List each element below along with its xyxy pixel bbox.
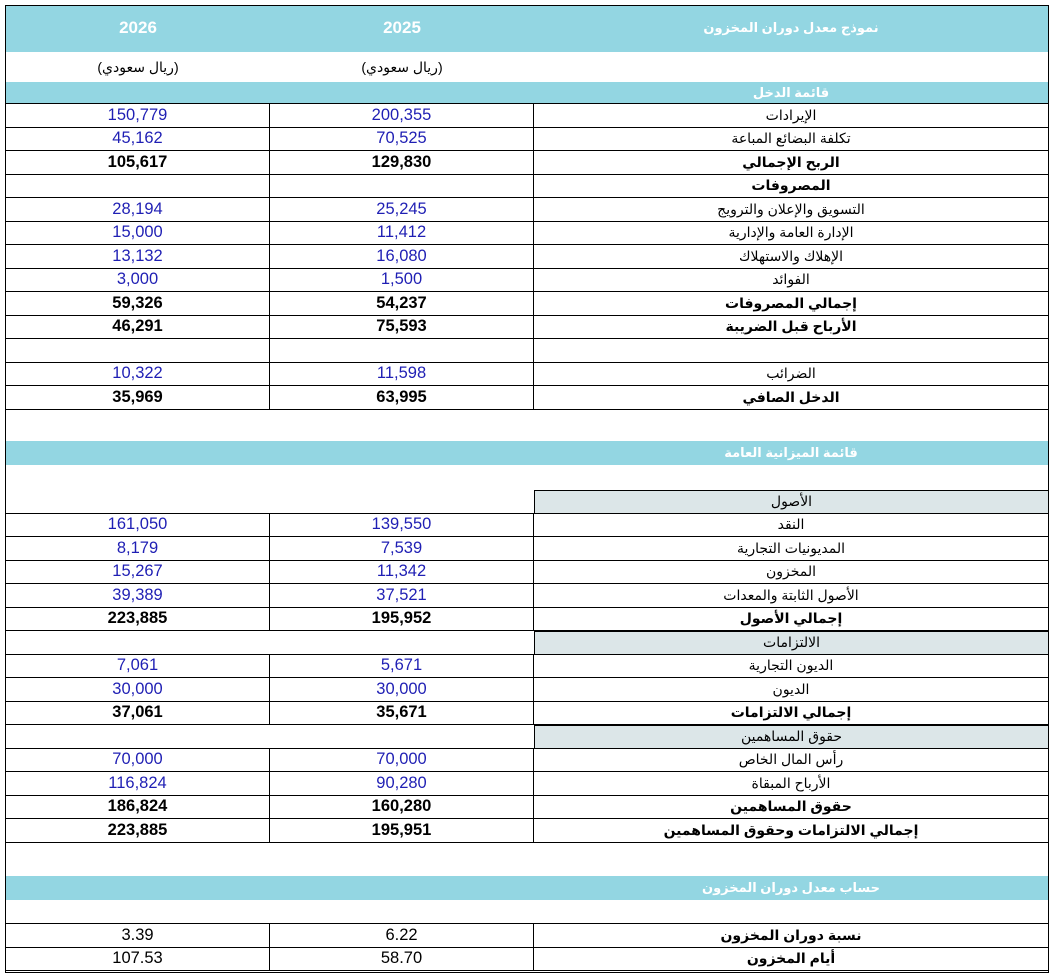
balance-sheet-band [6,441,1048,465]
balance-row [6,561,1048,585]
value-2025-cell[interactable]: 70,000 [270,749,534,773]
year-2026-header[interactable]: 2026 [119,18,157,37]
value-2026-cell[interactable]: 30,000 [6,678,270,702]
value-2025-cell[interactable] [270,175,534,199]
row-label-cell[interactable]: المخزون [534,561,1048,585]
income-row [6,198,1048,222]
value-2025-cell[interactable]: 195,951 [270,819,534,843]
value-2025-cell[interactable]: 70,525 [270,128,534,152]
balance-row [6,819,1048,843]
income-row [6,128,1048,152]
row-label-cell[interactable]: التسويق والإعلان والترويج [534,198,1048,222]
income-row [6,386,1048,410]
balance-row [6,702,1048,726]
income-statement-band [6,82,1048,104]
value-2026-cell[interactable]: 105,617 [6,151,270,175]
value-2025-cell[interactable]: 200,355 [270,104,534,128]
value-2026-cell[interactable]: 7,061 [6,655,270,679]
section-header-row [6,490,1048,514]
turnover-row [6,924,1048,948]
row-divider [6,923,1048,924]
currency-2025[interactable]: (ريال سعودي) [361,58,443,75]
section-header-label[interactable]: الالتزامات [534,631,1048,655]
income-row [6,104,1048,128]
value-2025-cell[interactable]: 11,342 [270,561,534,585]
balance-row [6,608,1048,632]
value-2025-cell[interactable]: 16,080 [270,245,534,269]
row-label-cell[interactable]: الدخل الصافي [534,386,1048,410]
turnover-band [6,876,1048,900]
row-label-cell[interactable]: الفوائد [534,269,1048,293]
income-row [6,151,1048,175]
balance-row [6,678,1048,702]
balance-row [6,796,1048,820]
row-label-cell[interactable]: الإيرادات [534,104,1048,128]
currency-2026[interactable]: (ريال سعودي) [97,58,179,75]
balance-row [6,514,1048,538]
value-2026-cell[interactable]: 59,326 [6,292,270,316]
value-2026-cell[interactable]: 46,291 [6,316,270,340]
row-label-cell[interactable]: الربح الإجمالي [534,151,1048,175]
value-2026-cell[interactable]: 15,267 [6,561,270,585]
row-label-cell[interactable]: الأرباح قبل الضريبة [534,316,1048,340]
value-2025-cell[interactable]: 5,671 [270,655,534,679]
turnover-row [6,948,1048,972]
balance-row [6,772,1048,796]
value-2025-cell[interactable]: 7,539 [270,537,534,561]
section-header-row [6,725,1048,749]
value-2025-cell[interactable]: 63,995 [270,386,534,410]
balance-sheet-title[interactable]: قائمة الميزانية العامة [724,445,858,460]
value-2026-cell[interactable]: 13,132 [6,245,270,269]
row-label-cell[interactable]: الديون التجارية [534,655,1048,679]
value-2026-cell[interactable]: 223,885 [6,608,270,632]
row-label-cell[interactable]: الأرباح المبقاة [534,772,1048,796]
value-2026-cell[interactable]: 8,179 [6,537,270,561]
income-row [6,316,1048,340]
balance-row [6,655,1048,679]
value-2026-cell[interactable]: 116,824 [6,772,270,796]
value-2025-cell[interactable]: 58.70 [270,948,534,972]
balance-row [6,584,1048,608]
value-2026-cell[interactable]: 223,885 [6,819,270,843]
row-label-cell[interactable]: إجمالي المصروفات [534,292,1048,316]
value-2026-cell[interactable]: 10,322 [6,363,270,387]
row-label-cell[interactable] [534,339,1048,363]
value-2025-cell[interactable]: 11,598 [270,363,534,387]
value-2025-cell[interactable]: 35,671 [270,702,534,726]
income-row [6,363,1048,387]
value-2026-cell[interactable]: 35,969 [6,386,270,410]
row-label-cell[interactable]: المديونيات التجارية [534,537,1048,561]
value-2025-cell[interactable]: 139,550 [270,514,534,538]
value-2025-cell[interactable]: 6.22 [270,924,534,948]
header-band [6,6,1048,52]
row-label-cell[interactable]: حقوق المساهمين [534,796,1048,820]
currency-row [6,52,1048,82]
income-row [6,245,1048,269]
row-label-cell[interactable]: إجمالي الالتزامات [534,702,1048,726]
value-2026-cell[interactable]: 161,050 [6,514,270,538]
value-2025-cell[interactable]: 11,412 [270,222,534,246]
value-2025-cell[interactable]: 25,245 [270,198,534,222]
income-row [6,269,1048,293]
year-2025-header[interactable]: 2025 [383,18,421,37]
value-2026-cell[interactable] [6,339,270,363]
row-label-cell[interactable]: إجمالي الأصول [534,608,1048,632]
row-label-cell[interactable]: الإدارة العامة والإدارية [534,222,1048,246]
row-label-cell[interactable]: أيام المخزون [534,948,1048,972]
value-2025-cell[interactable]: 129,830 [270,151,534,175]
value-2026-cell[interactable]: 39,389 [6,584,270,608]
value-2025-cell[interactable]: 37,521 [270,584,534,608]
value-2025-cell[interactable]: 54,237 [270,292,534,316]
income-row [6,339,1048,363]
income-statement-title[interactable]: قائمة الدخل [752,85,830,100]
income-row [6,222,1048,246]
row-label-cell[interactable]: الديون [534,678,1048,702]
row-divider [6,513,1048,514]
value-2025-cell[interactable]: 160,280 [270,796,534,820]
income-row [6,292,1048,316]
value-2026-cell[interactable]: 186,824 [6,796,270,820]
section-header-row [6,631,1048,655]
value-2026-cell[interactable]: 28,194 [6,198,270,222]
value-2026-cell[interactable]: 150,779 [6,104,270,128]
row-label-cell[interactable]: نسبة دوران المخزون [534,924,1048,948]
section-header-label[interactable]: الأصول [534,490,1048,514]
row-divider [6,103,1048,104]
row-label-cell[interactable]: النقد [534,514,1048,538]
row-label-cell[interactable]: الأصول الثابتة والمعدات [534,584,1048,608]
row-label-cell[interactable]: إجمالي الالتزامات وحقوق المساهمين [534,819,1048,843]
balance-row [6,537,1048,561]
model-title[interactable]: نموذج معدل دوران المخزون [703,20,879,35]
value-2025-cell[interactable] [270,339,534,363]
value-2026-cell[interactable]: 15,000 [6,222,270,246]
row-label-cell[interactable]: رأس المال الخاص [534,749,1048,773]
row-label-cell[interactable]: الإهلاك والاستهلاك [534,245,1048,269]
value-2025-cell[interactable]: 195,952 [270,608,534,632]
inventory-turnover-sheet [5,5,1049,973]
row-label-cell[interactable]: المصروفات [534,175,1048,199]
value-2026-cell[interactable]: 3.39 [6,924,270,948]
value-2026-cell[interactable]: 70,000 [6,749,270,773]
value-2026-cell[interactable]: 45,162 [6,128,270,152]
value-2025-cell[interactable]: 90,280 [270,772,534,796]
row-label-cell[interactable]: تكلفة البضائع المباعة [534,128,1048,152]
value-2026-cell[interactable]: 37,061 [6,702,270,726]
income-row [6,175,1048,199]
value-2026-cell[interactable]: 107.53 [6,948,270,972]
value-2025-cell[interactable]: 30,000 [270,678,534,702]
row-label-cell[interactable]: الضرائب [534,363,1048,387]
value-2025-cell[interactable]: 75,593 [270,316,534,340]
value-2026-cell[interactable]: 3,000 [6,269,270,293]
value-2025-cell[interactable]: 1,500 [270,269,534,293]
value-2026-cell[interactable] [6,175,270,199]
balance-row [6,749,1048,773]
section-header-label[interactable]: حقوق المساهمين [534,725,1048,749]
turnover-title[interactable]: حساب معدل دوران المخزون [701,880,881,895]
